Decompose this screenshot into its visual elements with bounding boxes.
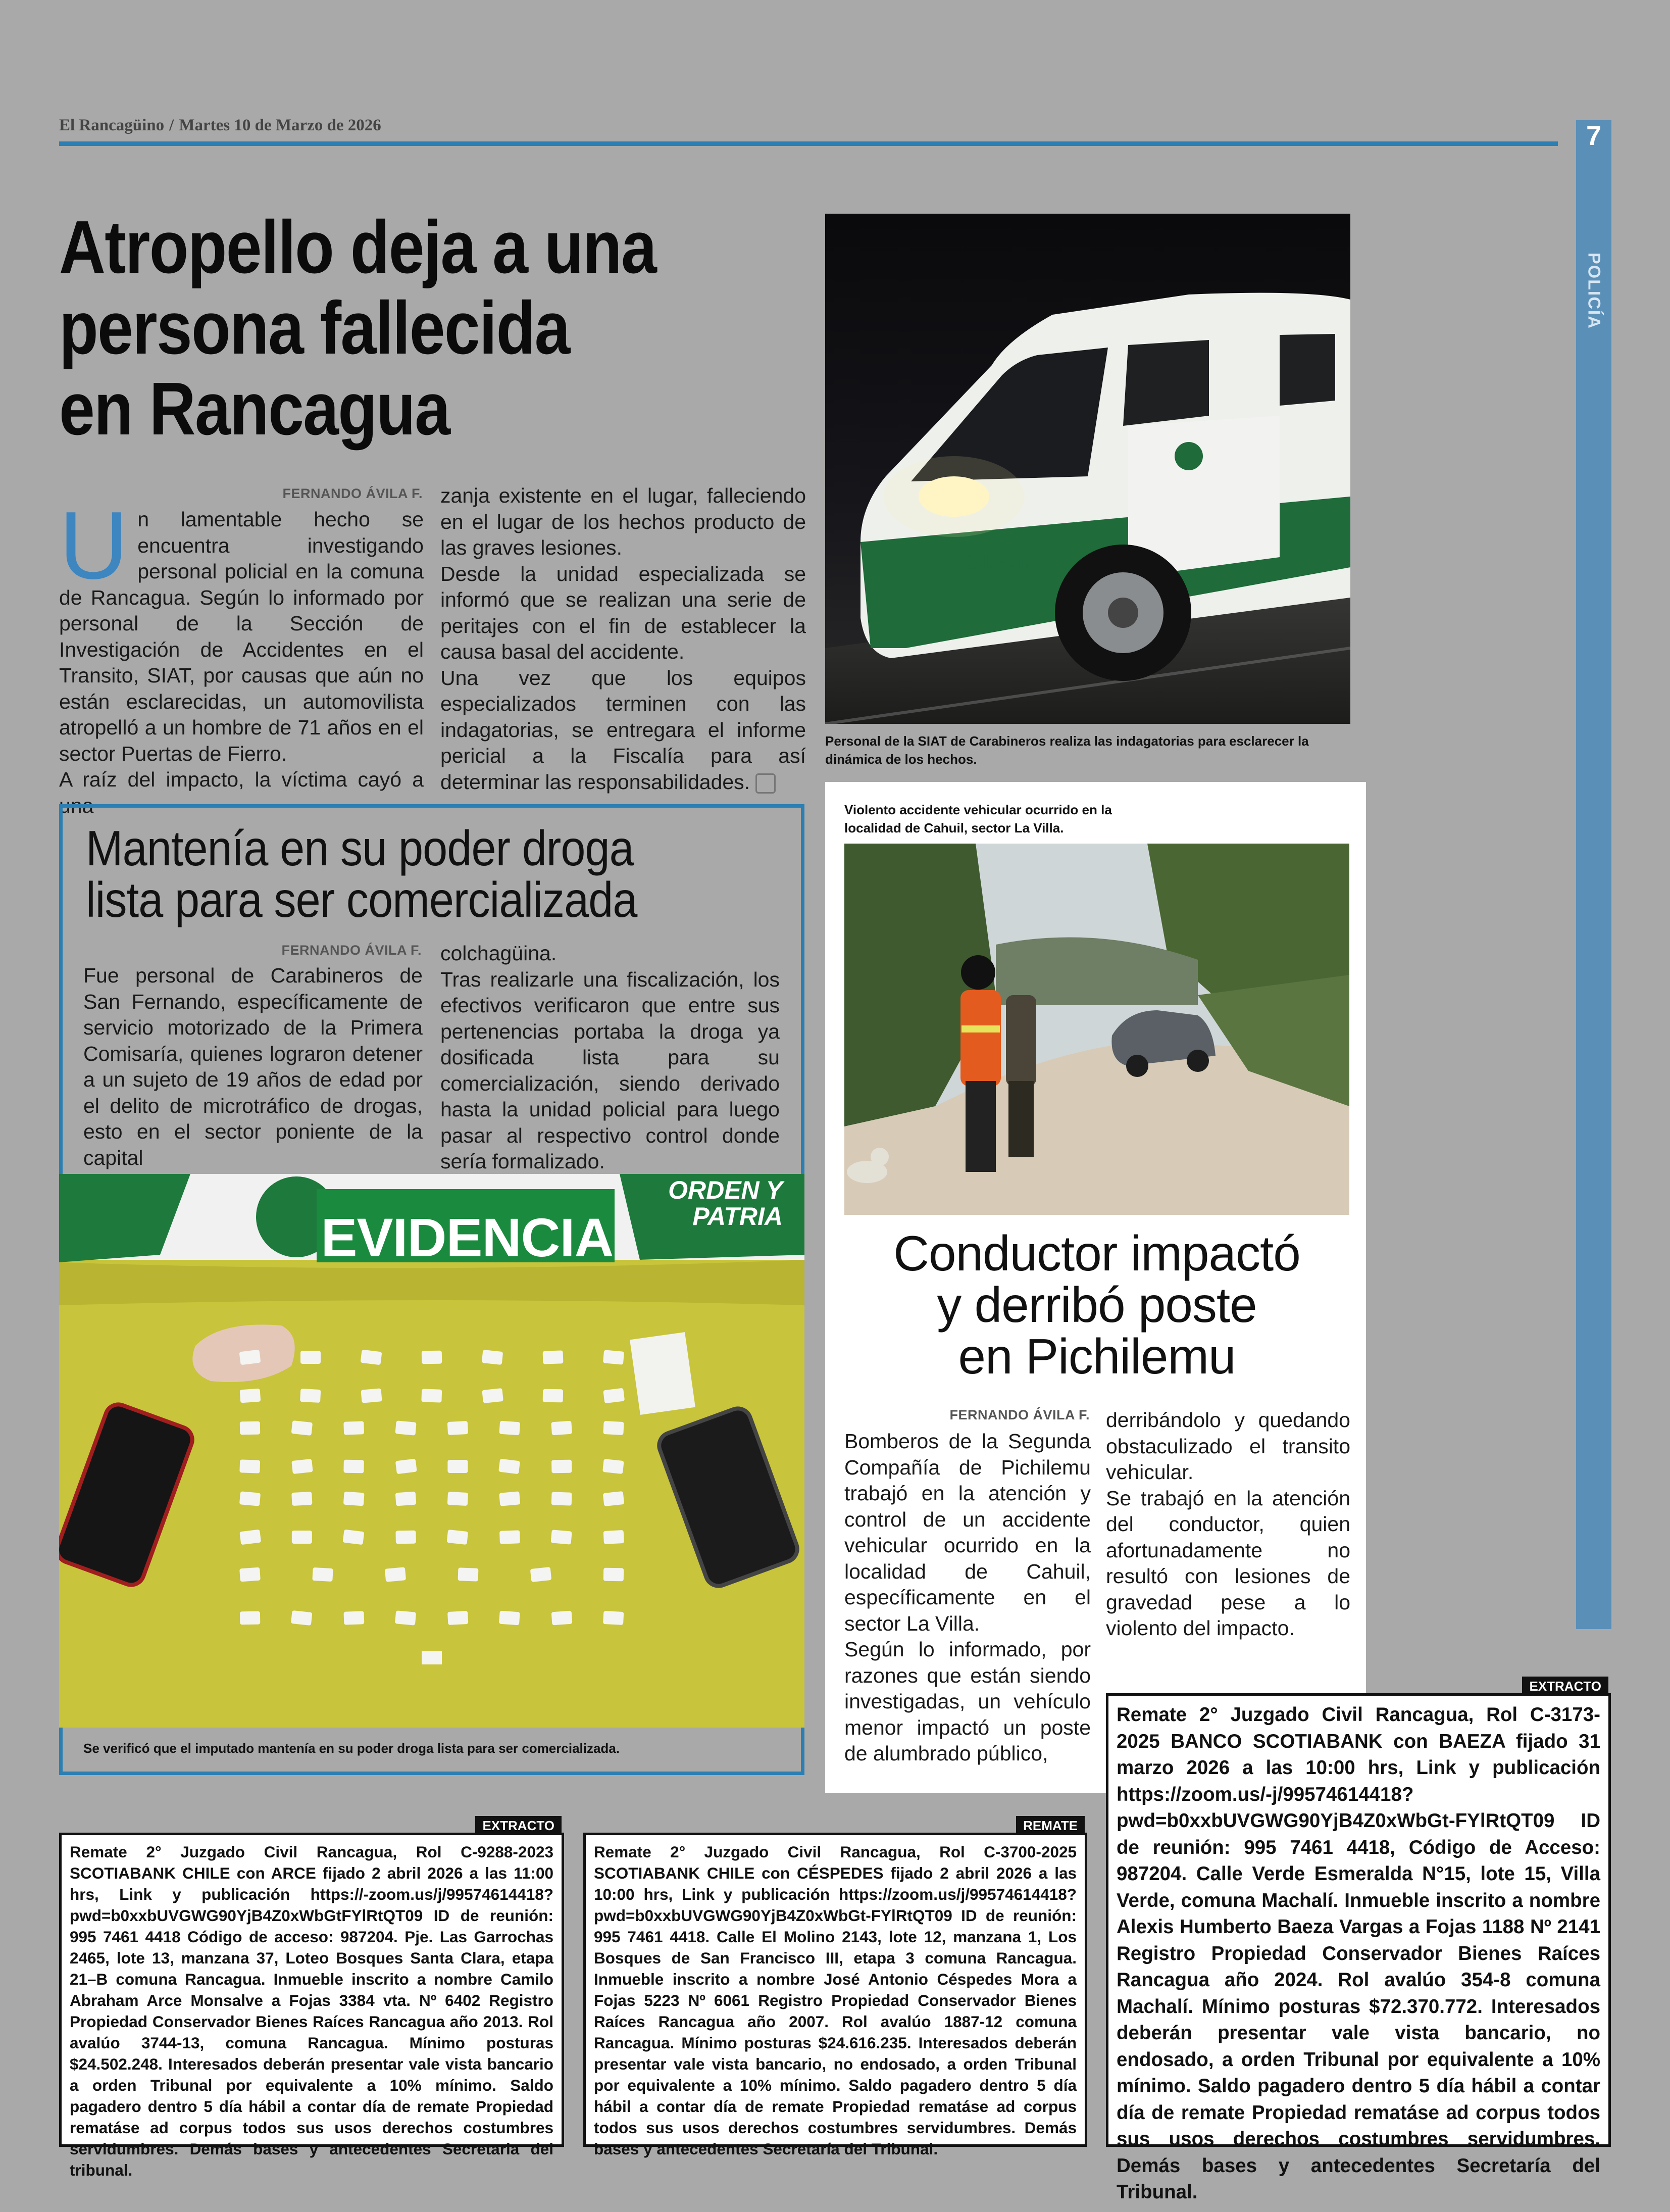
drug-packet xyxy=(543,1389,563,1403)
article3-col1-p1: Bomberos de la Segunda Compañía de Pichilemu trabajó en la atención y control de un accidente vehicular ocurrido en la localidad de Cahuil, específicamente en el sector La Villa. xyxy=(844,1430,1091,1635)
legal-notice-1-text: Remate 2° Juzgado Civil Rancagua, Rol C-9288-2023 SCOTIABANK CHILE con ARCE fijado 2 abril 2026 a las 11:00 hrs, Link y publicación https://-zoom.us/j/99574614418?pwd=b0xxbUVGWG90YjB4Z0xWbGtFYlRtQT09 ID de reunión: 995 7461 4418 Código de acceso: 987204. Pje. Las Garrochas 2465, lote 13, manzana 37, Loteo Bosques Santa Clara, etapa 21–B comuna Rancagua. Inmueble inscrito a nombre Camilo Abraham Arce Monsalve a Fojas 3384 vta. Nº 6402 Registro Propiedad Conservador Bienes Raíces Rancagua año 2013. Rol avalúo 3744-13, comuna Rancagua. Mínimo posturas $24.502.248. Interesados deberán presentar vale vista bancario a orden Tribunal por equivalente a 10% mínimo. Saldo pagadero dentro 5 día hábil a contar día de remate Propiedad rematáse ad corpus todos sus usos derechos costumbres servidumbres. Demás bases y antecedentes Secretaria del tribunal. xyxy=(70,1843,553,2179)
legal-notice-3-tag: EXTRACTO xyxy=(1522,1677,1608,1696)
article2-title-line2: lista para ser comercializada xyxy=(86,872,637,927)
article1-photo-caption: Personal de la SIAT de Carabineros realiza las indagatorias para esclarecer la dinámica de los hechos. xyxy=(825,733,1309,767)
drug-packet xyxy=(421,1389,442,1402)
article3-headline xyxy=(844,1227,1349,1382)
article1-col2-p3 xyxy=(440,665,806,796)
article2-col2 xyxy=(440,941,780,1175)
drug-packet xyxy=(458,1567,479,1581)
drug-packet xyxy=(603,1491,624,1506)
drug-packet xyxy=(498,1459,520,1474)
drug-packet xyxy=(395,1531,416,1544)
legal-notice-2-tag: REMATE xyxy=(1016,1816,1085,1835)
drug-packet xyxy=(343,1492,365,1506)
drug-packet xyxy=(395,1492,417,1506)
legal-notice-1 xyxy=(59,1818,564,2179)
drug-packet xyxy=(447,1530,468,1545)
drug-packet xyxy=(551,1492,572,1505)
article3-photo-caption: Violento accidente vehicular ocurrido en la localidad de Cahuil, sector La Villa. xyxy=(844,802,1112,835)
drug-packet xyxy=(239,1350,261,1365)
article2-photo-caption: Se verificó que el imputado mantenía en su poder droga lista para ser comercializada. xyxy=(83,1741,620,1756)
drug-packet xyxy=(239,1567,261,1582)
article1-col2-p2: Desde la unidad especializada se informó que se realizan una serie de peritajes con el fin de establecer la causa basal del accidente. xyxy=(440,562,806,663)
drug-packet xyxy=(361,1350,382,1365)
drug-packet xyxy=(239,1491,261,1506)
drug-packet xyxy=(499,1611,520,1626)
article3-title-line2: y derribó poste xyxy=(937,1277,1257,1333)
article3-col1 xyxy=(844,1429,1091,1767)
drug-packet xyxy=(447,1460,468,1473)
drug-packet xyxy=(447,1492,468,1506)
drug-packet xyxy=(343,1460,364,1473)
article1-col1-p2: A raíz del impacto, la víctima cayó a una xyxy=(59,768,424,817)
article1-photo xyxy=(825,214,1350,724)
article1-col2-p3-text: Una vez que los equipos especializados terminen con las indagatorias, se entregara el informe pericial a la Fiscalía para así determinar las responsabilidades. xyxy=(440,666,806,794)
drug-packet xyxy=(240,1389,261,1403)
drug-packet xyxy=(603,1568,624,1582)
legal-notice-2-text: Remate 2° Juzgado Civil Rancagua, Rol C-3700-2025 SCOTIABANK CHILE con CÉSPEDES fijado 2 abril 2026 a las 10:00 hrs, Link y publicación https://zoom.us/j/99574614418? pwd=b0xxbUVGWG90YjB4Z0xWbGt-FYlRtQT09 ID de reunión: 995 7461 4418. Calle El Molino 2143, lote 12, manzana 1, Los Bosques de San Francisco III, etapa 3 comuna Rancagua. Inmueble inscrito a nombre José Antonio Céspedes Mora a Fojas 5223 Nº 6061 Registro Propiedad Conservador Bienes Raíces Rancagua año 2007. Rol avalúo 1887-12 comuna Rancagua. Mínimo posturas $24.616.235. Interesados deberán presentar vale vista bancario, no endosado, a orden Tribunal por equivalente a 10% mínimo. Saldo pagadero dentro 5 día hábil a contar día de remate Propiedad rematáse ad corpus todos sus usos derechos costumbres servidumbres. Demás bases y antecedentes Secretaría del Tribunal. xyxy=(594,1843,1077,2158)
issue-date: Martes 10 de Marzo de 2026 xyxy=(179,116,381,134)
drug-packet xyxy=(239,1459,260,1473)
article3-title-line3: en Pichilemu xyxy=(958,1329,1236,1384)
article1-byline: FERNANDO ÁVILA F. xyxy=(282,486,423,501)
article3-title-line1: Conductor impactó xyxy=(893,1225,1300,1281)
article2-col1-p1: Fue personal de Carabineros de San Fernando, específicamente de servicio motorizado de la Primera Comisaría, quienes lograron detener a un sujeto de 19 años de edad por el delito de microtráfico de drogas, esto en el sector poniente de la capital xyxy=(83,964,423,1169)
article1-col1-p1: n lamentable hecho se encuentra investigando personal policial en la comuna de Rancagua. Según lo informado por personal de la Sección de Investigación de Accidentes en el Transito, SIAT, por causas que aún no están esclarecidas, un automovilista atropelló a un hombre de 71 años en el sector Puertas de Fierro. xyxy=(59,508,424,765)
paper-name: El Rancagüino xyxy=(59,116,165,134)
drug-packet xyxy=(603,1611,624,1625)
page-number: 7 xyxy=(1586,121,1602,151)
drug-packet xyxy=(499,1530,520,1544)
drug-packet xyxy=(447,1611,468,1625)
drug-packet xyxy=(395,1420,417,1435)
drug-packet xyxy=(343,1530,365,1545)
drug-packet xyxy=(499,1491,520,1506)
article3-col2-p1: derribándolo y quedando obstaculizado el transito vehicular. xyxy=(1106,1408,1350,1484)
legal-notice-3 xyxy=(1106,1679,1611,2203)
drug-packet xyxy=(482,1350,503,1365)
article3-byline: FERNANDO ÁVILA F. xyxy=(949,1407,1090,1422)
drug-packet xyxy=(422,1351,442,1364)
drug-packet xyxy=(551,1611,573,1626)
drug-packet xyxy=(447,1421,468,1435)
siat-van-image xyxy=(825,214,1350,724)
legal-notice-3-text: Remate 2° Juzgado Civil Rancagua, Rol C-3173-2025 BANCO SCOTIABANK con BAEZA fijado 31 marzo 2026 a las 10:00 hrs, Link y publicación https://zoom.us/-j/99574614418? pwd=b0xxbUVGWG90YjB4Z0xWbGt-FYlRtQT09 ID de reunión: 995 7461 4418, Código de Acceso: 987204. Calle Verde Esmeralda N°15, lote 15, Villa Verde, comuna Machalí. Inmueble inscrito a nombre Alexis Humberto Baeza Vargas a Fojas 1188 Nº 2141 Registro Propiedad Conservador Bienes Raíces Rancagua año 2024. Rol avalúo 354-8 comuna Machalí. Mínimo posturas $72.370.772. Interesados deberán presentar vale vista bancario, no endosado, a orden Tribunal por equivalente a 10% mínimo. Saldo pagadero dentro 5 día hábil a contar día de remate Propiedad rematáse ad corpus todos sus usos derechos costumbres servidumbres. Demás bases y antecedentes Secretaría del Tribunal. xyxy=(1117,1704,1600,2203)
drug-packet xyxy=(239,1530,261,1545)
drug-packet xyxy=(395,1610,416,1625)
drug-packet xyxy=(292,1531,312,1544)
pichilemu-accident-image xyxy=(844,844,1349,1215)
article2-byline: FERNANDO ÁVILA F. xyxy=(281,943,422,958)
article3-photo xyxy=(844,844,1349,1215)
drug-packet xyxy=(291,1420,313,1436)
article2-col1 xyxy=(83,963,423,1171)
end-mark-icon xyxy=(755,773,776,794)
section-label: POLICÍA xyxy=(1584,253,1604,329)
drug-packet xyxy=(395,1459,417,1474)
section-sidebar xyxy=(1576,120,1611,1629)
article1-title-line1: Atropello deja a una xyxy=(59,206,656,289)
drug-packet xyxy=(343,1611,364,1625)
article3-col2 xyxy=(1106,1407,1350,1642)
article1-dropcap: U xyxy=(59,492,129,599)
article1-col2-p1: zanja existente en el lugar, falleciendo en el lugar de los hechos producto de las graves lesiones. xyxy=(440,484,806,559)
drug-packet xyxy=(291,1459,313,1474)
drug-packet xyxy=(300,1351,321,1364)
masthead-separator: / xyxy=(169,116,174,134)
legal-notice-2 xyxy=(583,1818,1087,2158)
article1-title-line3: en Rancagua xyxy=(59,367,450,451)
masthead xyxy=(59,116,381,135)
drug-packet xyxy=(543,1350,564,1364)
article1-col2 xyxy=(440,483,806,795)
drug-packet xyxy=(603,1350,624,1364)
drug-packet xyxy=(422,1651,442,1664)
drug-packet xyxy=(385,1567,406,1582)
drug-packet xyxy=(240,1611,260,1625)
van-siat-label: S.I.A.T. xyxy=(964,551,1031,573)
header-rule xyxy=(59,141,1558,146)
drug-packet xyxy=(551,1460,572,1473)
drug-packet xyxy=(603,1421,624,1435)
drug-packet xyxy=(499,1421,520,1436)
article3-col2-p2: Se trabajó en la atención del conductor, quien afortunadamente no resultó con lesiones de gravedad pese a lo violento del impacto. xyxy=(1106,1486,1350,1640)
drug-packet xyxy=(361,1388,382,1403)
legal-notice-1-tag: EXTRACTO xyxy=(475,1816,562,1835)
article3-col1-p2: Según lo informado, por razones que están siendo investigadas, un vehículo menor impactó un poste de alumbrado público, xyxy=(844,1638,1091,1765)
orden-y-patria-banner: ORDEN Y PATRIA xyxy=(668,1176,783,1231)
article2-col2-p2: Tras realizarle una fiscalización, los efectivos verificaron que entre sus pertenencias portaba la droga ya dosificada lista para su comercialización, siendo derivado hasta la unidad policial para luego pasar al respectivo control donde sería formalizado. xyxy=(440,967,780,1173)
drug-packet xyxy=(312,1567,333,1582)
article2-col2-p1: colchagüina. xyxy=(440,942,557,965)
drug-packet xyxy=(530,1567,551,1582)
drug-packet xyxy=(291,1610,312,1626)
drug-packet xyxy=(603,1530,624,1544)
drug-packet xyxy=(551,1530,572,1544)
article1-title-line2: persona fallecida xyxy=(59,286,570,370)
drug-packet xyxy=(602,1459,624,1474)
drug-packet xyxy=(343,1421,364,1435)
article2-headline xyxy=(86,822,783,925)
article1-headline xyxy=(59,207,806,450)
article2-title-line1: Mantenía en su poder droga xyxy=(86,820,634,876)
drug-packet xyxy=(551,1421,572,1436)
drug-packet xyxy=(240,1421,260,1435)
drug-packet xyxy=(603,1388,625,1404)
drug-packet xyxy=(300,1389,321,1403)
drug-packet xyxy=(291,1492,312,1506)
evidence-sign: EVIDENCIA xyxy=(321,1206,614,1268)
drug-packet xyxy=(482,1388,503,1403)
